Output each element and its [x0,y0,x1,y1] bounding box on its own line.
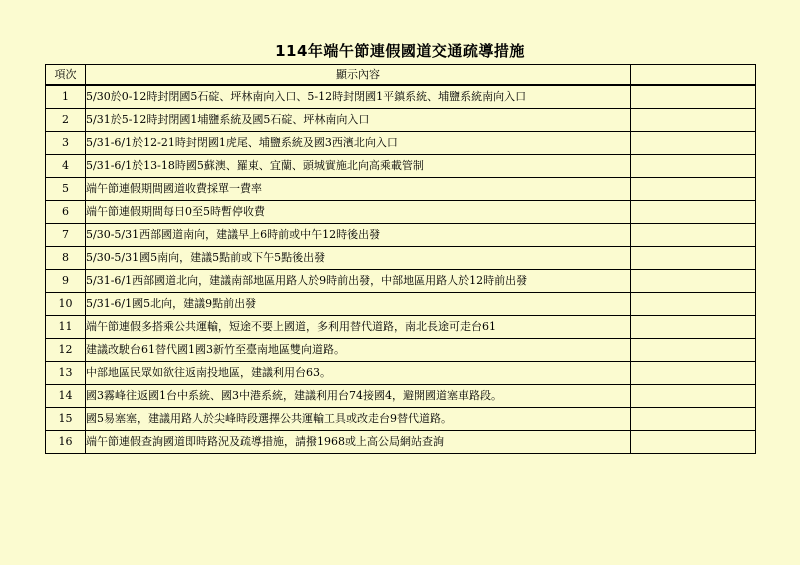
table-row [46,247,756,270]
row-note [631,293,756,316]
row-number: 14 [46,385,86,408]
table-body [46,85,756,454]
row-note [631,224,756,247]
row-note [631,431,756,454]
row-number: 4 [46,155,86,178]
row-note [631,85,756,109]
row-content: 5/31-6/1西部國道北向，建議南部地區用路人於9時前出發，中部地區用路人於12時前出發 [86,270,631,293]
table-row [46,339,756,362]
row-number: 10 [46,293,86,316]
row-number: 9 [46,270,86,293]
row-content: 5/30-5/31西部國道南向，建議早上6時前或中午12時後出發 [86,224,631,247]
row-note [631,270,756,293]
table-row [46,109,756,132]
row-content: 端午節連假期間國道收費採單一費率 [86,178,631,201]
row-number: 16 [46,431,86,454]
table-row [46,132,756,155]
row-number: 13 [46,362,86,385]
row-content: 5/31於5-12時封閉國1埔鹽系統及國5石碇、坪林南向入口 [86,109,631,132]
table-row [46,178,756,201]
row-content: 建議改駛台61替代國1國3新竹至臺南地區雙向道路。 [86,339,631,362]
row-content: 國5易塞塞，建議用路人於尖峰時段選擇公共運輸工具或改走台9替代道路。 [86,408,631,431]
row-number: 5 [46,178,86,201]
table-header-row [46,65,756,86]
table-row [46,293,756,316]
page-title: 114年端午節連假國道交通疏導措施 [275,42,525,60]
row-note [631,132,756,155]
row-content: 5/30於0-12時封閉國5石碇、坪林南向入口、5-12時封閉國1平鎮系統、埔鹽系統南向入口 [86,85,631,109]
row-content: 端午節連假查詢國道即時路況及疏導措施，請撥1968或上高公局網站查詢 [86,431,631,454]
row-content: 國3霧峰往返國1台中系統、國3中港系統，建議利用台74接國4，避開國道塞車路段。 [86,385,631,408]
row-note [631,178,756,201]
row-note [631,362,756,385]
row-number: 7 [46,224,86,247]
row-content: 中部地區民眾如欲往返南投地區，建議利用台63。 [86,362,631,385]
row-number: 8 [46,247,86,270]
row-number: 3 [46,132,86,155]
table-row [46,431,756,454]
row-number: 12 [46,339,86,362]
table-row [46,224,756,247]
row-note [631,316,756,339]
row-number: 1 [46,85,86,109]
table-row [46,385,756,408]
row-number: 11 [46,316,86,339]
measures-table [45,64,756,454]
row-note [631,339,756,362]
row-content: 端午節連假多搭乘公共運輸，短途不要上國道，多利用替代道路，南北長途可走台61 [86,316,631,339]
table-row [46,408,756,431]
table-row [46,270,756,293]
row-note [631,385,756,408]
table-row [46,362,756,385]
column-header-content: 顯示內容 [86,65,631,86]
row-number: 15 [46,408,86,431]
row-note [631,109,756,132]
table-row [46,85,756,109]
row-content: 端午節連假期間每日0至5時暫停收費 [86,201,631,224]
table-row [46,316,756,339]
column-header-note [631,65,756,86]
row-content: 5/31-6/1國5北向，建議9點前出發 [86,293,631,316]
column-header-no: 項次 [46,65,86,86]
row-note [631,247,756,270]
table-row [46,155,756,178]
row-number: 6 [46,201,86,224]
row-content: 5/31-6/1於12-21時封閉國1虎尾、埔鹽系統及國3西濱北向入口 [86,132,631,155]
row-note [631,155,756,178]
row-note [631,201,756,224]
row-content: 5/30-5/31國5南向，建議5點前或下午5點後出發 [86,247,631,270]
row-number: 2 [46,109,86,132]
table-row [46,201,756,224]
row-content: 5/31-6/1於13-18時國5蘇澳、羅東、宜蘭、頭城實施北向高乘載管制 [86,155,631,178]
row-note [631,408,756,431]
